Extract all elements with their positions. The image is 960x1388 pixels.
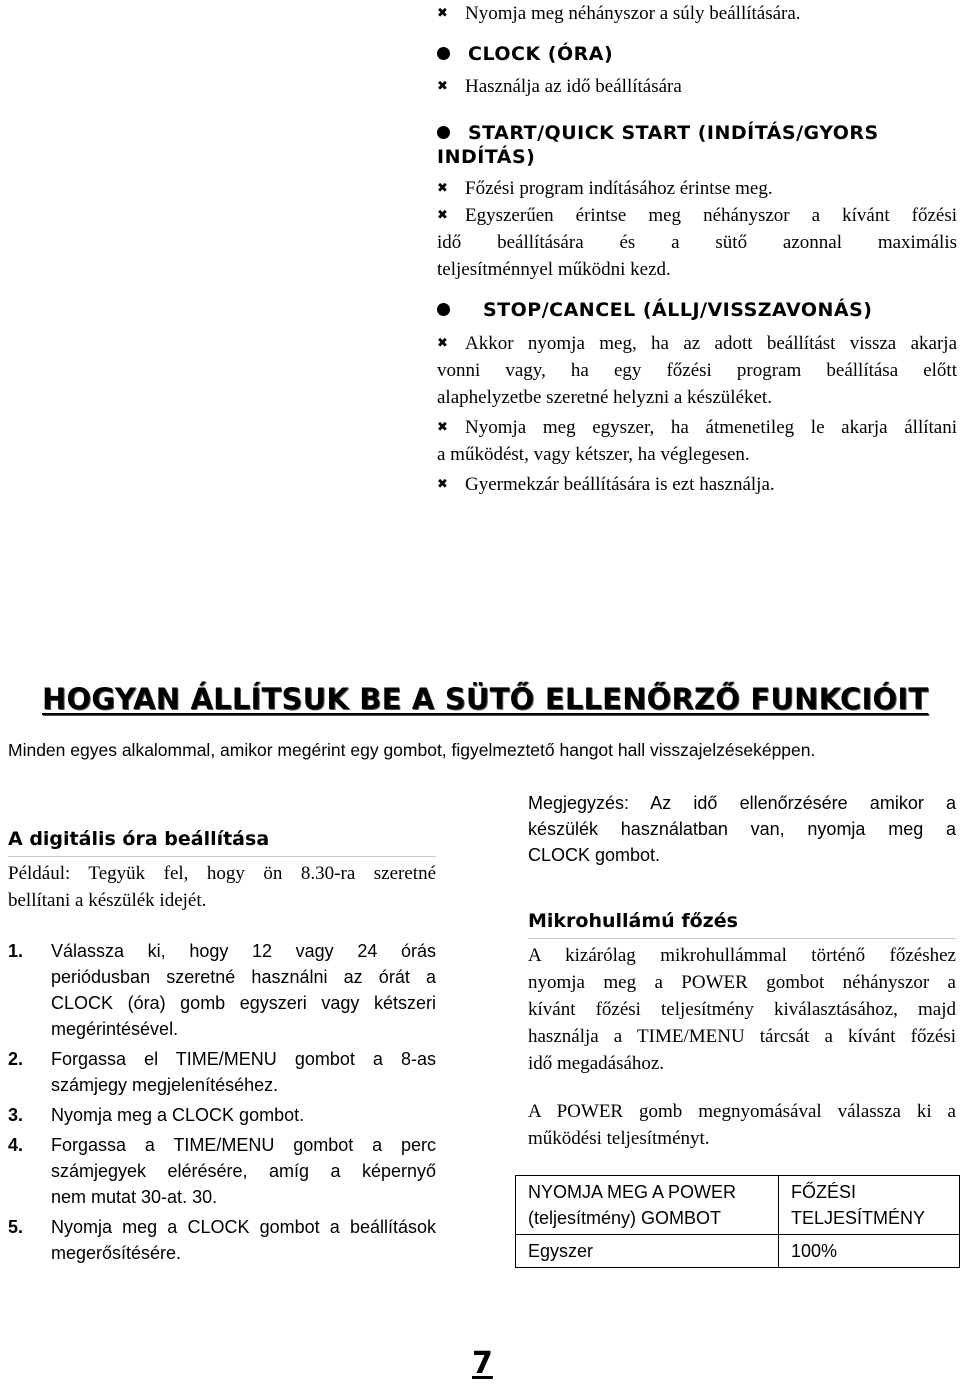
digital-clock-example: Például: Tegyük fel, hogy ön 8.30-ra szeretné bellítani a készülék idejét.: [8, 863, 436, 911]
x-mark-bullet-icon: ✖: [437, 336, 448, 351]
x-mark-bullet-icon: ✖: [437, 420, 448, 435]
filled-circle-bullet-icon: [437, 303, 450, 316]
clock-description: ✖ Használja az idő beállítására: [437, 73, 957, 100]
microwave-heading: Mikrohullámú főzés: [528, 908, 956, 939]
step-item: 5. Nyomja meg a CLOCK gombot a beállítások megerősítésére.: [8, 1217, 436, 1263]
power-table-cell-power: 100%: [779, 1235, 960, 1268]
start-description: ✖ Főzési program indításához érintse meg. ✖ Egyszerűen érintse meg néhányszor a kívánt főzési idő beállítására és a sütő azonnal maximális teljesítménnyel működni kezd.: [437, 175, 957, 283]
microwave-paragraph-2: A POWER gomb megnyomásával válassza ki a működési teljesítményt.: [528, 1101, 956, 1149]
table-row: [516, 1176, 960, 1235]
x-mark-bullet-icon: ✖: [437, 79, 448, 94]
weight-instruction: ✖ Nyomja meg néhányszor a súly beállítására.: [437, 0, 957, 27]
stop-heading: STOP/CANCEL (ÁLLJ/VISSZAVONÁS): [437, 298, 957, 322]
page-number: 7: [472, 1346, 493, 1381]
filled-circle-bullet-icon: [437, 126, 450, 139]
step-item: 2. Forgassa el TIME/MENU gombot a 8-as számjegy megjelenítéséhez.: [8, 1049, 436, 1095]
page-title: HOGYAN ÁLLÍTSUK BE A SÜTŐ ELLENŐRZŐ FUNKCIÓIT: [42, 682, 929, 716]
filled-circle-bullet-icon: [437, 47, 450, 60]
digital-clock-steps: [8, 938, 436, 1270]
x-mark-bullet-icon: ✖: [437, 181, 448, 196]
power-table: [515, 1175, 960, 1268]
start-heading: START/QUICK START (INDÍTÁS/GYORS INDÍTÁS): [437, 122, 879, 168]
clock-note: Megjegyzés: Az idő ellenőrzésére amikor a készülék használatban van, nyomja meg a CLOCK gombot.: [528, 793, 956, 865]
step-item: 4. Forgassa a TIME/MENU gombot a perc számjegyek elérésére, amíg a képernyő nem mutat 30-at. 30.: [8, 1135, 436, 1207]
stop-description: ✖ Akkor nyomja meg, ha az adott beállítást vissza akarja vonni vagy, ha egy főzési program beállítása előtt alaphelyzetbe szeretné helyzni a készüléket. ✖ Nyomja meg egyszer, ha átmenetileg le akarja állítani a működést, vagy kétszer, ha véglegesen. ✖ Gyermekzár beállítására is ezt használja.: [437, 330, 957, 498]
x-mark-bullet-icon: ✖: [437, 477, 448, 492]
table-row: [516, 1235, 960, 1268]
step-item: 3. Nyomja meg a CLOCK gombot.: [8, 1105, 305, 1125]
x-mark-bullet-icon: ✖: [437, 6, 448, 21]
microwave-paragraph-1: A kizárólag mikrohullámmal történő főzéshez nyomja meg a POWER gombot néhányszor a kívánt főzési teljesítmény kiválasztásához, majd használja a TIME/MENU tárcsát a kívánt főzési idő megadásához.: [528, 945, 956, 1074]
x-mark-bullet-icon: ✖: [437, 208, 448, 223]
digital-clock-heading: A digitális óra beállítása: [8, 826, 436, 857]
intro-text: Minden egyes alkalommal, amikor megérint egy gombot, figyelmeztető hangot hall visszajelzéseképpen.: [8, 740, 816, 760]
power-table-cell-press: Egyszer: [516, 1235, 779, 1268]
step-item: 1. Válassza ki, hogy 12 vagy 24 órás periódusban szeretné használni az órát a CLOCK (óra) gomb egyszeri vagy kétszeri megérintésével.: [8, 941, 436, 1039]
clock-heading: CLOCK (ÓRA): [437, 42, 957, 66]
power-table-header-left: NYOMJA MEG A POWER (teljesítmény) GOMBOT: [516, 1176, 779, 1235]
power-table-wrapper: [515, 1175, 960, 1268]
power-table-header-right: FŐZÉSI TELJESÍTMÉNY: [779, 1176, 960, 1235]
